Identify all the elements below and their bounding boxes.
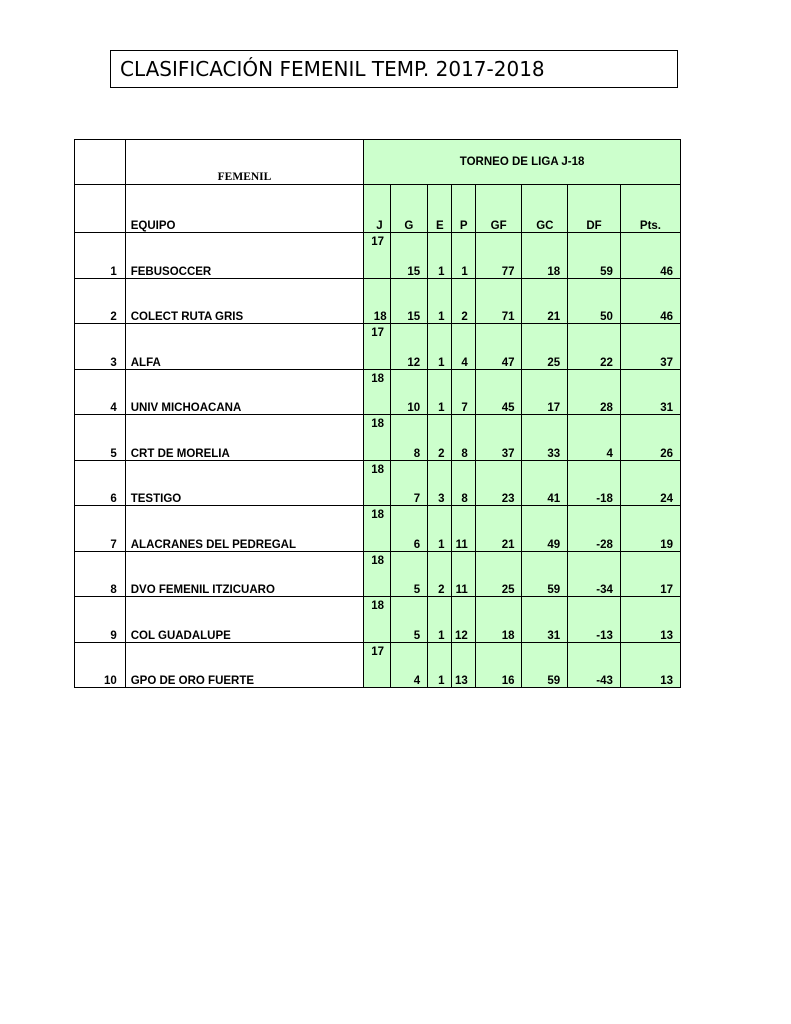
category-heading: FEMENIL: [125, 140, 363, 185]
team-name-cell: TESTIGO: [125, 460, 363, 506]
drawn-cell: 1: [428, 506, 452, 552]
drawn-cell: 1: [428, 597, 452, 643]
drawn-cell: 1: [428, 233, 452, 279]
lost-cell: 2: [452, 278, 475, 324]
played-cell: [364, 460, 390, 506]
drawn-cell: 1: [428, 369, 452, 415]
team-name-cell: FEBUSOCCER: [125, 233, 363, 279]
team-name-cell: COL GUADALUPE: [125, 597, 363, 643]
team-name-cell: COLECT RUTA GRIS: [125, 278, 363, 324]
goal-diff-cell: 22: [568, 324, 621, 370]
team-name-cell: CRT DE MORELIA: [125, 415, 363, 461]
standings-table: [74, 139, 681, 688]
drawn-cell: 1: [428, 324, 452, 370]
table-row: [75, 506, 681, 552]
goal-diff-cell: -43: [568, 642, 621, 688]
won-column-header: G: [390, 185, 428, 233]
points-cell: 46: [620, 233, 680, 279]
table-row: [75, 324, 681, 370]
goals-for-cell: 16: [475, 642, 522, 688]
goal-diff-cell: 4: [568, 415, 621, 461]
goals-against-cell: 18: [522, 233, 568, 279]
points-cell: 37: [620, 324, 680, 370]
goal-diff-cell: -18: [568, 460, 621, 506]
played-column-header: J: [364, 185, 390, 233]
rank-cell: 2: [75, 278, 126, 324]
played-value-top: 17: [371, 236, 385, 248]
played-cell: [364, 551, 390, 597]
team-name-cell: GPO DE ORO FUERTE: [125, 642, 363, 688]
rank-cell: 9: [75, 597, 126, 643]
table-row: [75, 369, 681, 415]
played-value-top: 18: [371, 463, 385, 476]
team-column-header: EQUIPO: [125, 185, 363, 233]
drawn-cell: 1: [428, 278, 452, 324]
column-header-row: [75, 185, 681, 233]
drawn-cell: 3: [428, 460, 452, 506]
goals-against-cell: 21: [522, 278, 568, 324]
lost-cell: 11: [452, 506, 475, 552]
won-cell: 6: [390, 506, 428, 552]
played-cell: [364, 642, 390, 688]
team-name-cell: DVO FEMENIL ITZICUARO: [125, 551, 363, 597]
page-title: CLASIFICACIÓN FEMENIL TEMP. 2017-2018: [110, 50, 678, 88]
rank-cell: 10: [75, 642, 126, 688]
played-value-top: 18: [371, 509, 385, 521]
table-row: [75, 278, 681, 324]
rank-header-cell: [75, 185, 126, 233]
lost-cell: 4: [452, 324, 475, 370]
points-column-header: Pts.: [620, 185, 680, 233]
goal-diff-cell: 28: [568, 369, 621, 415]
goal-diff-cell: -28: [568, 506, 621, 552]
rank-cell: 3: [75, 324, 126, 370]
rank-cell: 7: [75, 506, 126, 552]
lost-cell: 8: [452, 415, 475, 461]
goal-diff-column-header: DF: [568, 185, 621, 233]
team-name-cell: ALACRANES DEL PEDREGAL: [125, 506, 363, 552]
played-cell: [364, 233, 390, 279]
lost-cell: 8: [452, 460, 475, 506]
lost-cell: 1: [452, 233, 475, 279]
won-cell: 15: [390, 278, 428, 324]
rank-cell: 4: [75, 369, 126, 415]
team-name-cell: ALFA: [125, 324, 363, 370]
points-cell: 13: [620, 597, 680, 643]
played-value-top: 18: [371, 418, 385, 430]
table-row: [75, 415, 681, 461]
drawn-cell: 1: [428, 642, 452, 688]
drawn-column-header: E: [428, 185, 452, 233]
points-cell: 19: [620, 506, 680, 552]
won-cell: 5: [390, 597, 428, 643]
lost-cell: 13: [452, 642, 475, 688]
goals-against-cell: 33: [522, 415, 568, 461]
points-cell: 46: [620, 278, 680, 324]
goals-for-cell: 23: [475, 460, 522, 506]
won-cell: 12: [390, 324, 428, 370]
goals-for-cell: 47: [475, 324, 522, 370]
goals-for-cell: 71: [475, 278, 522, 324]
played-value-top: 17: [371, 327, 385, 339]
goal-diff-cell: -34: [568, 551, 621, 597]
points-cell: 17: [620, 551, 680, 597]
rank-cell: 6: [75, 460, 126, 506]
played-value-top: 17: [371, 645, 385, 658]
played-value-top: 18: [371, 372, 385, 385]
goals-for-cell: 21: [475, 506, 522, 552]
won-cell: 15: [390, 233, 428, 279]
goals-for-cell: 77: [475, 233, 522, 279]
points-cell: 24: [620, 460, 680, 506]
goals-for-cell: 18: [475, 597, 522, 643]
won-cell: 8: [390, 415, 428, 461]
played-cell: [364, 597, 390, 643]
lost-column-header: P: [452, 185, 475, 233]
goal-diff-cell: 59: [568, 233, 621, 279]
played-value-top: 18: [371, 554, 385, 567]
won-cell: 10: [390, 369, 428, 415]
table-row: [75, 597, 681, 643]
table-row: [75, 460, 681, 506]
drawn-cell: 2: [428, 551, 452, 597]
rank-cell: 8: [75, 551, 126, 597]
goals-against-cell: 31: [522, 597, 568, 643]
played-cell: [364, 324, 390, 370]
table-row: [75, 642, 681, 688]
played-value-bottom: 18: [373, 311, 387, 323]
goals-against-cell: 49: [522, 506, 568, 552]
played-cell: [364, 278, 390, 324]
goals-for-column-header: GF: [475, 185, 522, 233]
points-cell: 13: [620, 642, 680, 688]
goal-diff-cell: 50: [568, 278, 621, 324]
played-value-top: 18: [371, 600, 385, 612]
goals-against-column-header: GC: [522, 185, 568, 233]
won-cell: 7: [390, 460, 428, 506]
played-cell: [364, 369, 390, 415]
rank-cell: 1: [75, 233, 126, 279]
lost-cell: 11: [452, 551, 475, 597]
goals-against-cell: 59: [522, 551, 568, 597]
team-name-cell: UNIV MICHOACANA: [125, 369, 363, 415]
played-cell: [364, 506, 390, 552]
table-row: [75, 551, 681, 597]
lost-cell: 7: [452, 369, 475, 415]
goals-against-cell: 41: [522, 460, 568, 506]
goals-for-cell: 25: [475, 551, 522, 597]
drawn-cell: 2: [428, 415, 452, 461]
lost-cell: 12: [452, 597, 475, 643]
points-cell: 31: [620, 369, 680, 415]
goals-against-cell: 59: [522, 642, 568, 688]
table-row: [75, 233, 681, 279]
goals-against-cell: 25: [522, 324, 568, 370]
won-cell: 4: [390, 642, 428, 688]
table-header-row: [75, 140, 681, 185]
played-cell: [364, 415, 390, 461]
points-cell: 26: [620, 415, 680, 461]
empty-corner-cell: [75, 140, 126, 185]
won-cell: 5: [390, 551, 428, 597]
rank-cell: 5: [75, 415, 126, 461]
goal-diff-cell: -13: [568, 597, 621, 643]
tournament-heading: TORNEO DE LIGA J-18: [364, 140, 681, 185]
goals-for-cell: 45: [475, 369, 522, 415]
goals-against-cell: 17: [522, 369, 568, 415]
goals-for-cell: 37: [475, 415, 522, 461]
